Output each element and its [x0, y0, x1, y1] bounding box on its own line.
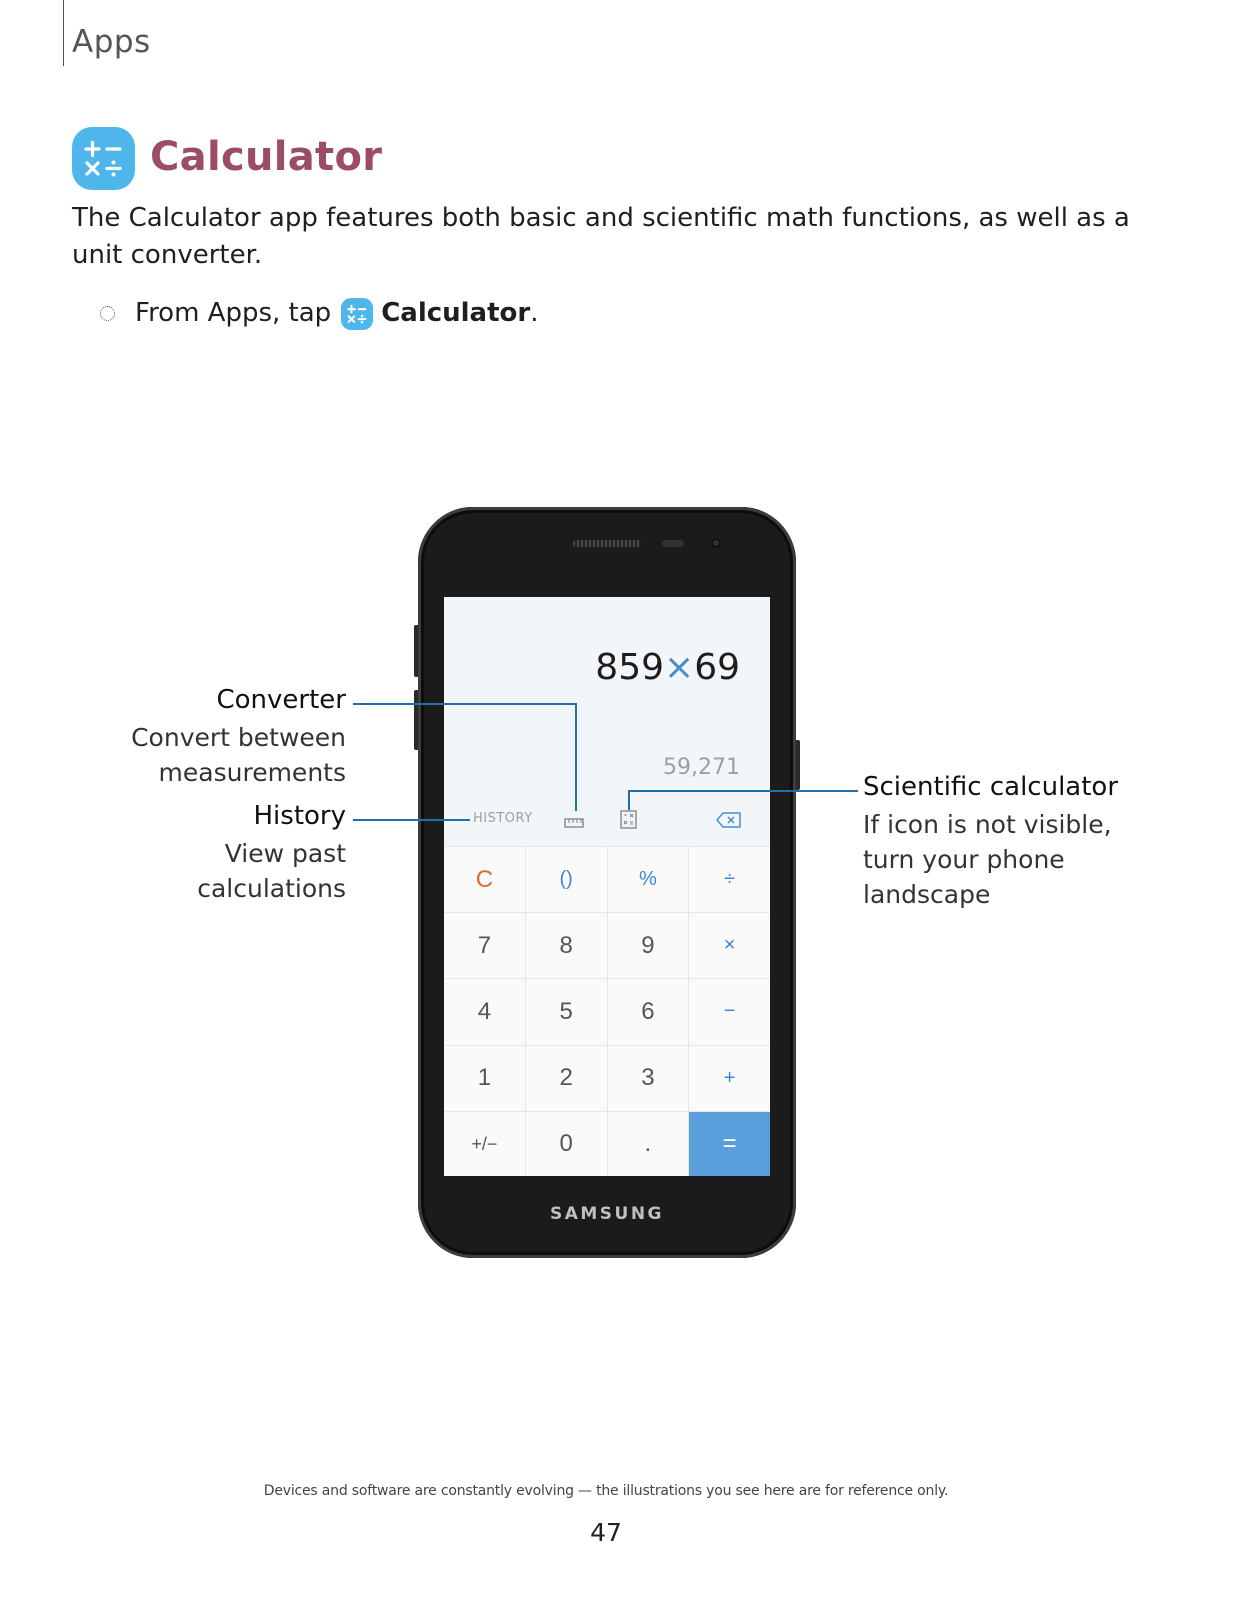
history-callout-line-2: calculations	[197, 874, 346, 903]
converter-callout-line-down	[575, 703, 577, 811]
history-callout-text	[197, 836, 346, 906]
key-multiply[interactable]: ×	[689, 913, 770, 978]
page-title: Calculator	[150, 134, 383, 180]
converter-callout-title: Converter	[216, 685, 346, 715]
key-9[interactable]: 9	[608, 913, 689, 978]
backspace-icon[interactable]	[716, 812, 742, 832]
scientific-callout-line-3: landscape	[863, 880, 991, 909]
expression	[595, 647, 740, 688]
key-plus-minus[interactable]: +/−	[444, 1112, 525, 1176]
keypad	[444, 846, 770, 1176]
key-percent[interactable]: %	[608, 847, 689, 912]
page-number: 47	[590, 1518, 622, 1547]
key-equals[interactable]: =	[689, 1112, 770, 1176]
key-decimal[interactable]: .	[608, 1112, 689, 1176]
scientific-callout-line	[628, 790, 858, 792]
scientific-callout-line-1: If icon is not visible,	[863, 810, 1112, 839]
front-camera	[711, 538, 721, 548]
key-parentheses[interactable]: ()	[526, 847, 607, 912]
converter-callout-text	[131, 720, 346, 790]
result-preview: 59,271	[663, 755, 740, 780]
key-minus[interactable]: −	[689, 979, 770, 1044]
intro-text: The Calculator app features both basic and scientific math functions, as well as a unit converter.	[72, 203, 1130, 270]
scientific-callout-title: Scientific calculator	[863, 772, 1119, 802]
scientific-callout-line-down	[628, 790, 630, 810]
scientific-callout-line-2: turn your phone	[863, 845, 1065, 874]
calculator-app-icon	[72, 127, 135, 190]
history-callout-title: History	[253, 801, 346, 831]
step-instruction	[100, 295, 538, 332]
key-4[interactable]: 4	[444, 979, 525, 1044]
proximity-sensor	[662, 540, 684, 547]
key-5[interactable]: 5	[526, 979, 607, 1044]
key-plus[interactable]: +	[689, 1046, 770, 1111]
key-7[interactable]: 7	[444, 913, 525, 978]
calculator-display	[444, 597, 770, 846]
phone-brand: SAMSUNG	[549, 1204, 665, 1224]
scientific-calculator-icon[interactable]	[620, 810, 637, 833]
key-1[interactable]: 1	[444, 1046, 525, 1111]
expression-operator: ×	[664, 647, 695, 688]
step-suffix: .	[530, 298, 539, 328]
section-label: Apps	[72, 24, 151, 60]
step-prefix: From Apps, tap	[135, 298, 332, 328]
key-8[interactable]: 8	[526, 913, 607, 978]
key-3[interactable]: 3	[608, 1046, 689, 1111]
footer-disclaimer: Devices and software are constantly evolving — the illustrations you see here are for reference only.	[263, 1483, 949, 1499]
key-2[interactable]: 2	[526, 1046, 607, 1111]
calculator-inline-icon	[341, 298, 373, 330]
history-callout-line	[353, 819, 470, 821]
converter-callout-line-1: Convert between	[131, 723, 346, 752]
key-divide[interactable]: ÷	[689, 847, 770, 912]
converter-callout-line	[353, 703, 576, 705]
expression-left: 859	[595, 647, 665, 688]
ruler-icon[interactable]	[564, 814, 584, 833]
history-button[interactable]: HISTORY	[473, 811, 533, 826]
key-6[interactable]: 6	[608, 979, 689, 1044]
converter-callout-line-2: measurements	[158, 758, 346, 787]
section-rule	[63, 0, 64, 66]
speaker-grille	[573, 540, 641, 547]
calculator-screen	[444, 597, 770, 1176]
history-callout-line-1: View past	[224, 839, 346, 868]
step-app-name: Calculator	[381, 298, 531, 328]
key-0[interactable]: 0	[526, 1112, 607, 1176]
bullet-icon	[100, 306, 115, 321]
key-clear[interactable]: C	[444, 847, 525, 912]
expression-right: 69	[694, 647, 740, 688]
scientific-callout-text	[863, 807, 1112, 912]
